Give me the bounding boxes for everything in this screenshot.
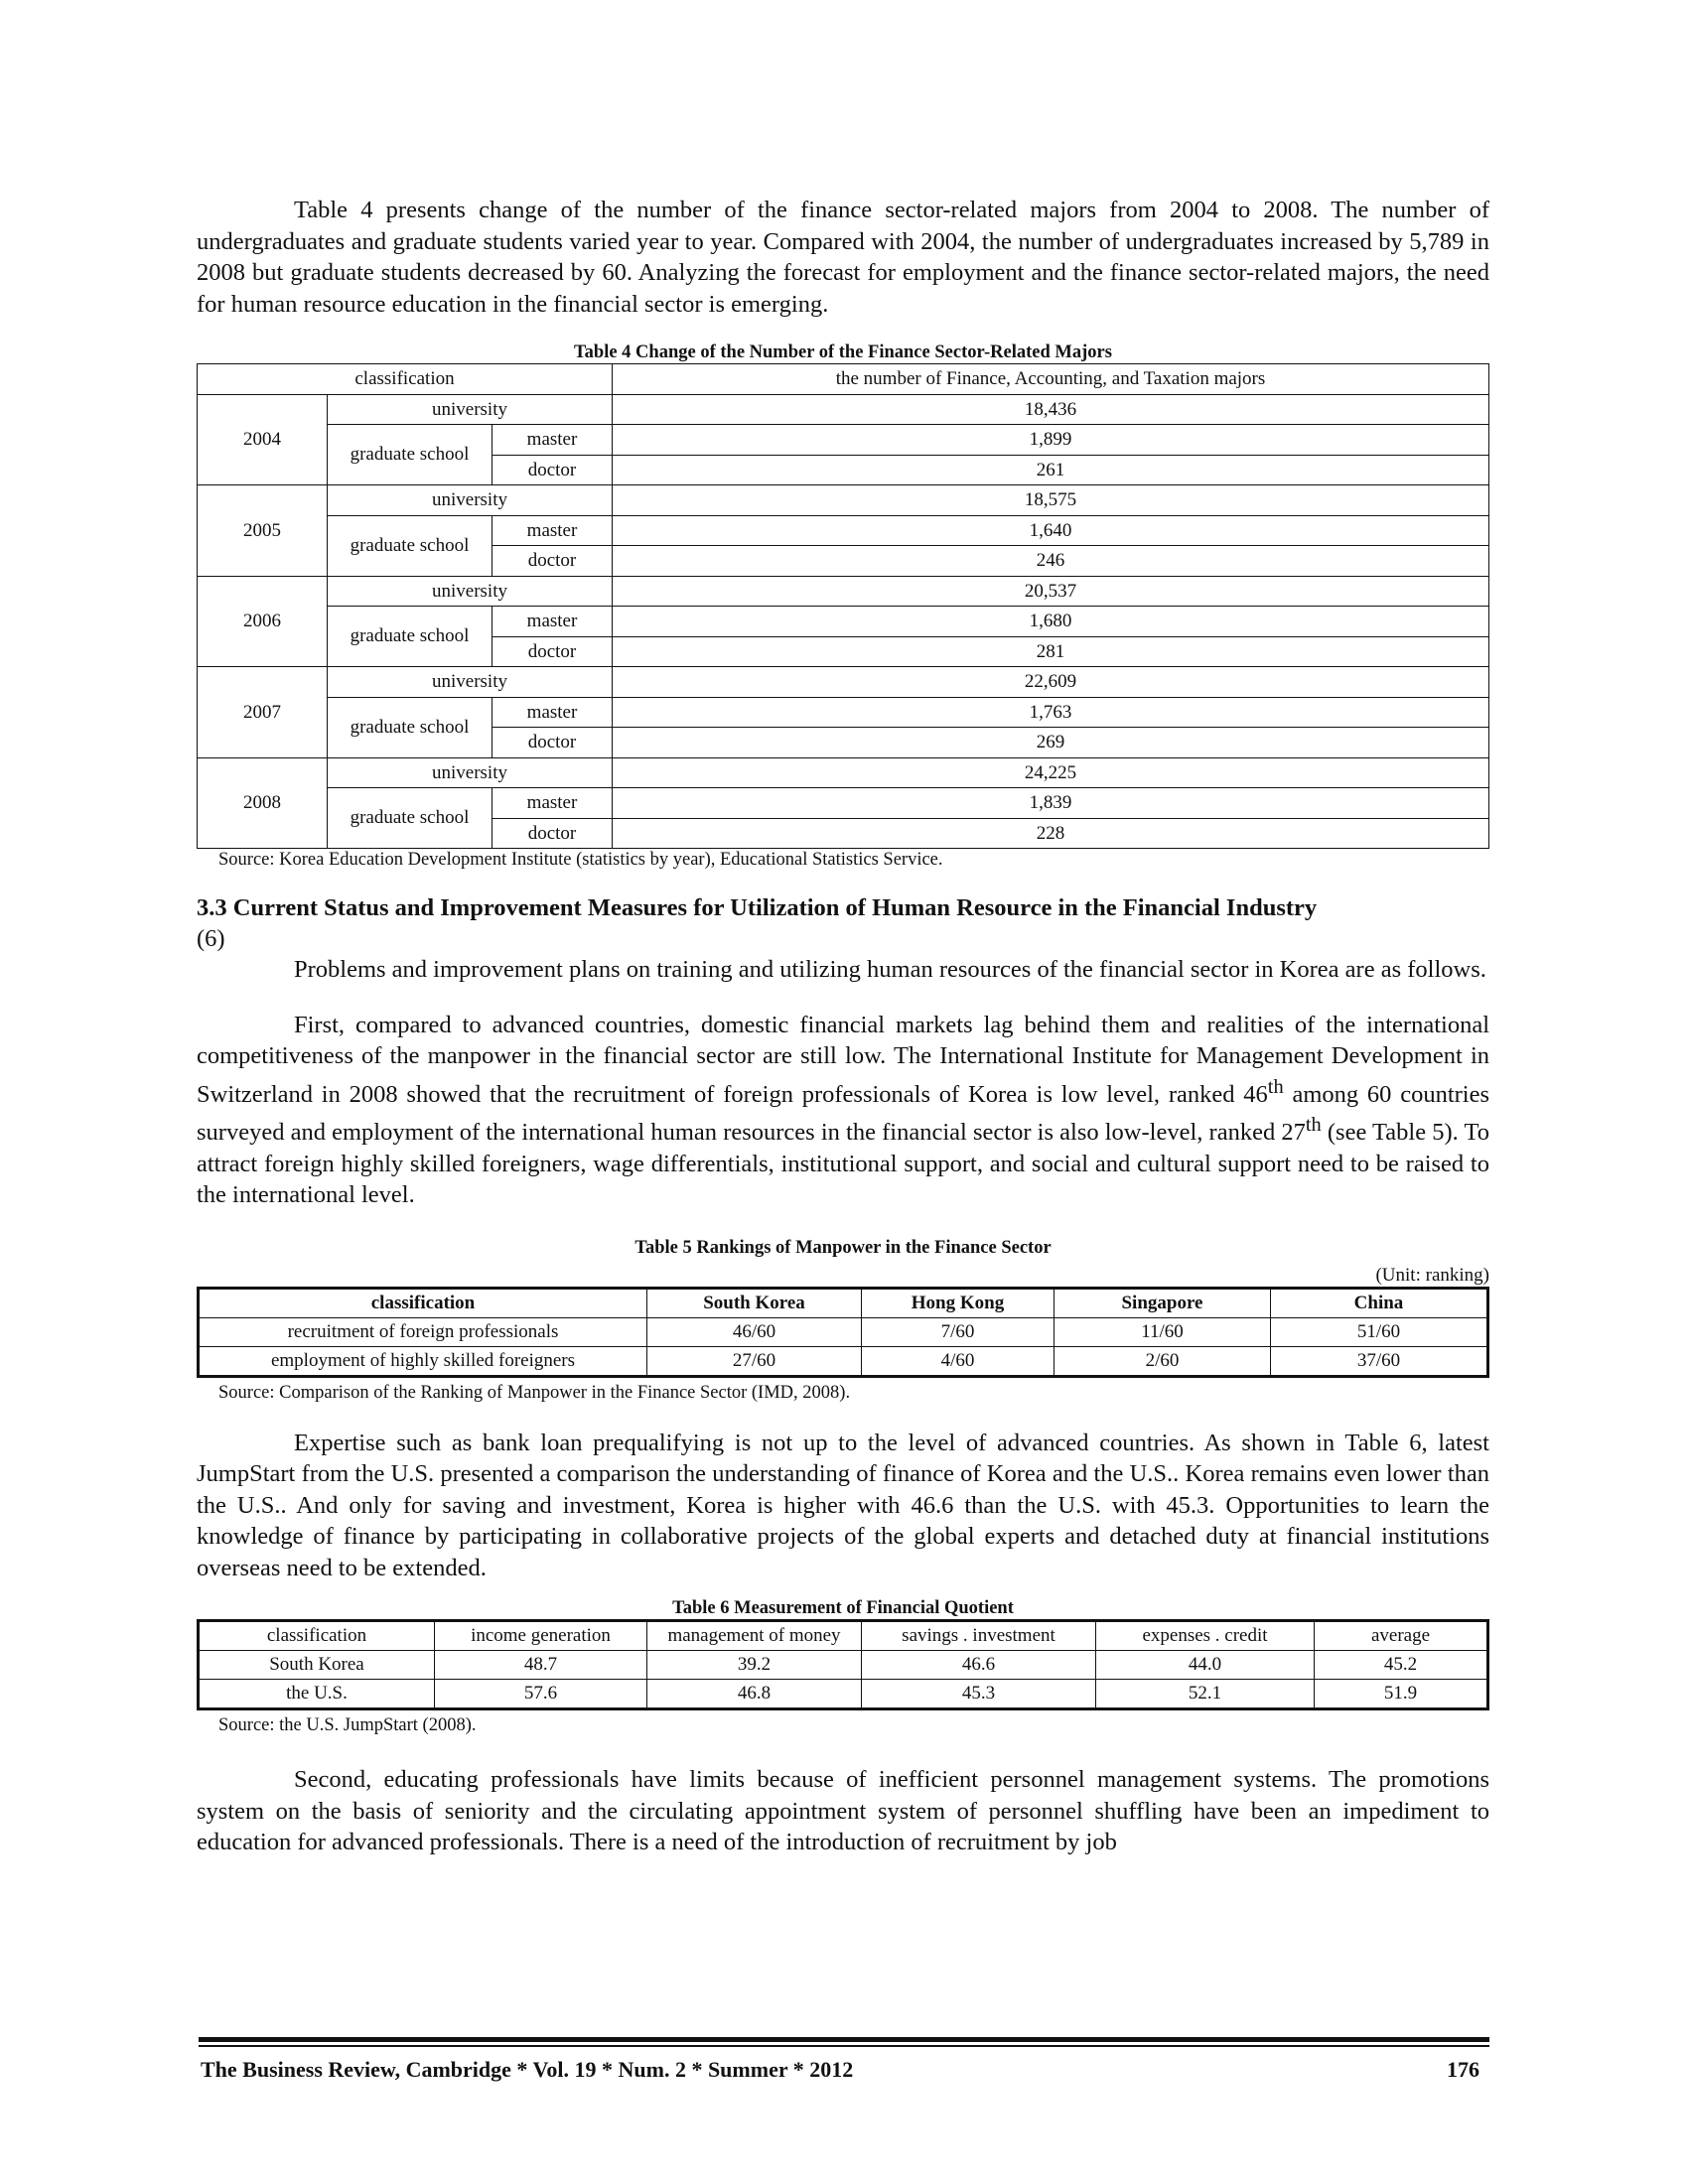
- table-cell: employment of highly skilled foreigners: [199, 1346, 647, 1376]
- table-cell: 2/60: [1055, 1346, 1271, 1376]
- table-row: [199, 1317, 1488, 1346]
- footer-rule-thick: [199, 2037, 1489, 2042]
- doctor-label: doctor: [492, 636, 613, 667]
- table5-header-row: [199, 1288, 1488, 1317]
- master-count: 1,640: [613, 515, 1489, 546]
- table5-caption: Table 5 Rankings of Manpower in the Finance Sector: [634, 1237, 1052, 1258]
- doctor-count: 261: [613, 455, 1489, 485]
- column-header: South Korea: [647, 1288, 862, 1317]
- table4-caption: Table 4 Change of the Number of the Finance Sector-Related Majors: [574, 342, 1112, 362]
- section-heading-text: 3.3 Current Status and Improvement Measures for Utilization of Human Resource in the Financial Industry: [197, 894, 1318, 921]
- university-count: 20,537: [613, 576, 1489, 607]
- table-cell: 45.2: [1315, 1651, 1488, 1680]
- table6-caption: Table 6 Measurement of Financial Quotient: [672, 1598, 1014, 1619]
- table-cell: 7/60: [862, 1317, 1055, 1346]
- paragraph-table4-intro: Table 4 presents change of the number of the finance sector-related majors from 2004 to 2008. The number of undergraduates and graduate students varied year to year. Compared with 2004, the number of undergraduates increased by 5,789 in 2008 but graduate students decreased by 60. Analyzing the forecast for employment and the finance sector-related majors, the need for human resource education in the financial sector is emerging.: [197, 197, 1489, 318]
- table-row: [199, 1346, 1488, 1376]
- table-row: [198, 515, 1489, 546]
- master-count: 1,680: [613, 607, 1489, 637]
- table5-source: Source: Comparison of the Ranking of Manpower in the Finance Sector (IMD, 2008).: [218, 1382, 851, 1403]
- table6-source: Source: the U.S. JumpStart (2008).: [218, 1715, 477, 1736]
- master-label: master: [492, 607, 613, 637]
- master-label: master: [492, 425, 613, 456]
- doctor-count: 246: [613, 546, 1489, 577]
- year-cell: 2004: [198, 394, 328, 485]
- paragraph-expertise: Expertise such as bank loan prequalifying is not up to the level of advanced countries. As shown in Table 6, latest JumpStart from the U.S. presented a comparison the understanding of finance of Korea and the U.S.. Korea remains even lower than the U.S.. And only for saving and investment, Korea is higher with 46.6 than the U.S. with 45.3. Opportunities to learn the knowledge of finance by participating in collaborative projects of the global experts and detached duty at financial institutions overseas need to be extended.: [197, 1429, 1489, 1581]
- footer-row: [199, 2057, 1489, 2083]
- doctor-label: doctor: [492, 455, 613, 485]
- doctor-label: doctor: [492, 546, 613, 577]
- year-cell: 2008: [198, 757, 328, 849]
- year-cell: 2006: [198, 576, 328, 667]
- doctor-count: 269: [613, 728, 1489, 758]
- table5-unit: (Unit: ranking): [1375, 1264, 1489, 1286]
- section-heading-tail: (6): [197, 925, 225, 952]
- table-cell: 27/60: [647, 1346, 862, 1376]
- graduate-school-label: graduate school: [328, 515, 492, 576]
- table4: [197, 363, 1489, 849]
- master-count: 1,763: [613, 697, 1489, 728]
- university-label: university: [328, 667, 613, 698]
- column-header: China: [1271, 1288, 1488, 1317]
- table-cell: 51.9: [1315, 1680, 1488, 1709]
- table-row: [198, 788, 1489, 819]
- table-cell: 39.2: [647, 1651, 862, 1680]
- university-count: 24,225: [613, 757, 1489, 788]
- graduate-school-label: graduate school: [328, 607, 492, 667]
- ordinal-superscript: th: [1267, 1075, 1284, 1098]
- column-header: income generation: [435, 1621, 647, 1651]
- paragraph-first-text-c: (see Table 5). To attract foreign highly skilled foreigners, wage differentials, institutional support, and social and cultural support need to be raised to the international level.: [197, 1119, 1490, 1209]
- table-row: [199, 1651, 1488, 1680]
- doctor-label: doctor: [492, 818, 613, 849]
- table-row: [199, 1680, 1488, 1709]
- page-number: 176: [1447, 2056, 1479, 2082]
- master-label: master: [492, 515, 613, 546]
- table-row: [198, 697, 1489, 728]
- university-label: university: [328, 757, 613, 788]
- page-content: [197, 195, 1489, 1858]
- table-cell: 52.1: [1096, 1680, 1315, 1709]
- doctor-count: 281: [613, 636, 1489, 667]
- table4-header-row: [198, 364, 1489, 395]
- table-row: [198, 425, 1489, 456]
- university-count: 22,609: [613, 667, 1489, 698]
- doctor-count: 228: [613, 818, 1489, 849]
- ordinal-superscript: th: [1305, 1114, 1322, 1137]
- section-heading: [197, 892, 1489, 954]
- doctor-label: doctor: [492, 728, 613, 758]
- table-cell: 46.8: [647, 1680, 862, 1709]
- university-label: university: [328, 394, 613, 425]
- table-row: [198, 607, 1489, 637]
- year-cell: 2005: [198, 485, 328, 577]
- page-footer: [199, 2037, 1489, 2083]
- table-cell: the U.S.: [199, 1680, 435, 1709]
- table-cell: 57.6: [435, 1680, 647, 1709]
- table-cell: 45.3: [862, 1680, 1096, 1709]
- university-count: 18,436: [613, 394, 1489, 425]
- paragraph-first-text-a: First, compared to advanced countries, domestic financial markets lag behind them and realities of the international competitiveness of the manpower in the financial sector are still low. The International Institute for Management Development in Switzerland in 2008 showed that the recruitment of foreign professionals of Korea is low level, ranked 46: [197, 1011, 1489, 1108]
- table-row: [198, 394, 1489, 425]
- university-count: 18,575: [613, 485, 1489, 516]
- master-count: 1,899: [613, 425, 1489, 456]
- column-header: management of money: [647, 1621, 862, 1651]
- table-cell: South Korea: [199, 1651, 435, 1680]
- table-cell: 4/60: [862, 1346, 1055, 1376]
- table-row: [198, 667, 1489, 698]
- table-row: [198, 485, 1489, 516]
- master-label: master: [492, 697, 613, 728]
- table-cell: 46/60: [647, 1317, 862, 1346]
- paragraph-problems-intro: Problems and improvement plans on training and utilizing human resources of the financial sector in Korea are as follows.: [294, 956, 1486, 983]
- year-cell: 2007: [198, 667, 328, 758]
- paragraph-second-point: Second, educating professionals have limits because of inefficient personnel management systems. The promotions system on the basis of seniority and the circulating appointment system of personnel shuffling have been an impediment to education for advanced professionals. There is a need of the introduction of recruitment by job: [197, 1766, 1489, 1856]
- graduate-school-label: graduate school: [328, 697, 492, 757]
- column-header: classification: [199, 1621, 435, 1651]
- table-cell: 48.7: [435, 1651, 647, 1680]
- footer-rule-thin: [199, 2045, 1489, 2047]
- master-count: 1,839: [613, 788, 1489, 819]
- column-header: expenses . credit: [1096, 1621, 1315, 1651]
- column-header: classification: [199, 1288, 647, 1317]
- university-label: university: [328, 576, 613, 607]
- table4-source: Source: Korea Education Development Institute (statistics by year), Educational Statistics Service.: [218, 850, 943, 870]
- table-cell: 51/60: [1271, 1317, 1488, 1346]
- table-cell: 11/60: [1055, 1317, 1271, 1346]
- table-row: [198, 757, 1489, 788]
- column-header: average: [1315, 1621, 1488, 1651]
- paragraph-first-text-b: among 60 countries surveyed and employment of the international human resources in the financial sector is also low-level, ranked 27: [197, 1080, 1489, 1147]
- column-header: Singapore: [1055, 1288, 1271, 1317]
- table-cell: 44.0: [1096, 1651, 1315, 1680]
- graduate-school-label: graduate school: [328, 425, 492, 485]
- university-label: university: [328, 485, 613, 516]
- journal-citation: The Business Review, Cambridge * Vol. 19 * Num. 2 * Summer * 2012: [201, 2056, 854, 2082]
- table-cell: 37/60: [1271, 1346, 1488, 1376]
- table-cell: recruitment of foreign professionals: [199, 1317, 647, 1346]
- column-header: savings . investment: [862, 1621, 1096, 1651]
- table-cell: 46.6: [862, 1651, 1096, 1680]
- table5: [197, 1287, 1489, 1378]
- table6-header-row: [199, 1621, 1488, 1651]
- column-header: Hong Kong: [862, 1288, 1055, 1317]
- table-row: [198, 576, 1489, 607]
- table6: [197, 1619, 1489, 1710]
- master-label: master: [492, 788, 613, 819]
- table4-header-classification: classification: [198, 364, 613, 395]
- paragraph-first-point: [197, 1010, 1489, 1211]
- graduate-school-label: graduate school: [328, 788, 492, 849]
- table4-header-value: the number of Finance, Accounting, and Taxation majors: [613, 364, 1489, 395]
